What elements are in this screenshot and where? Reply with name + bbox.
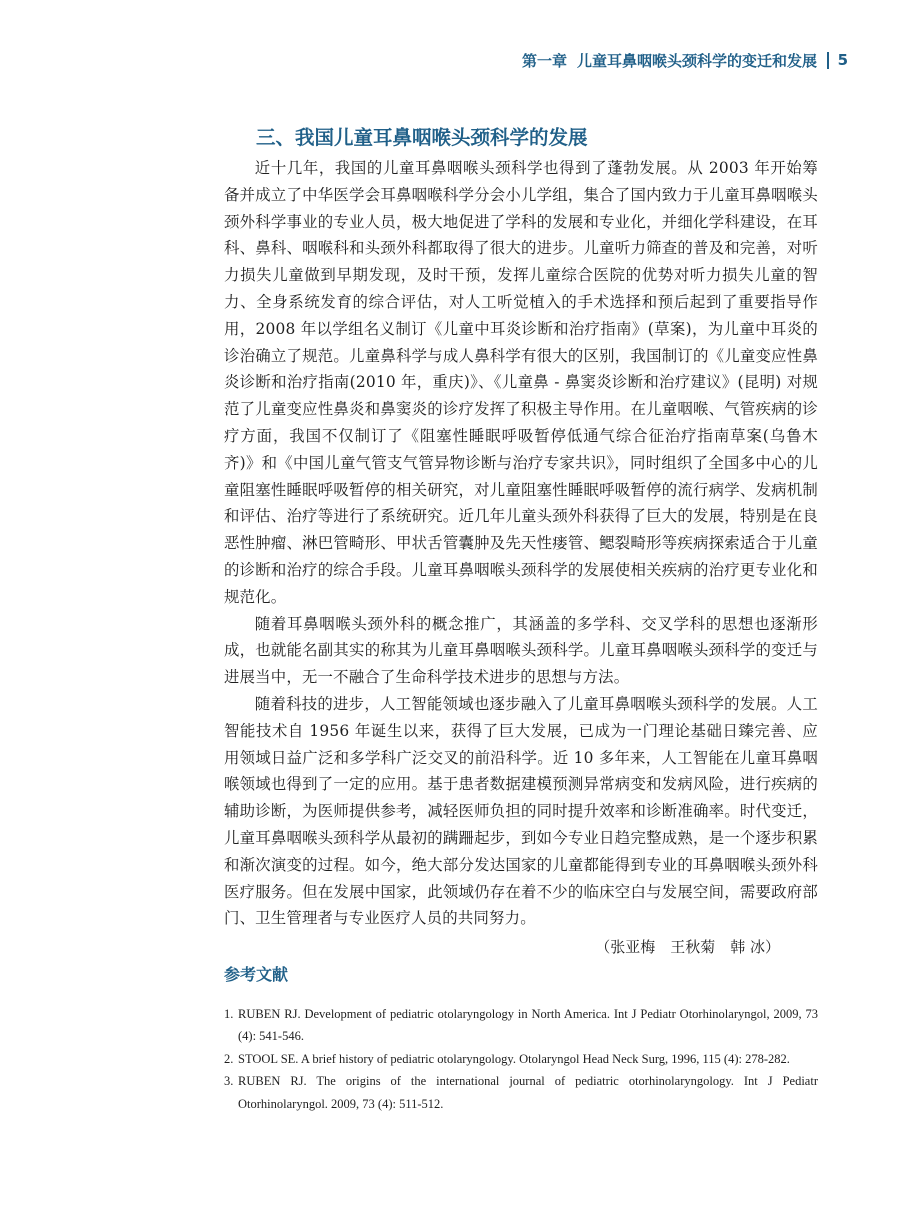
reference-item	[224, 1003, 818, 1048]
section-title: 三、我国儿童耳鼻咽喉头颈科学的发展	[256, 126, 588, 149]
paragraph-3: 随着科技的进步，人工智能领域也逐步融入了儿童耳鼻咽喉头颈科学的发展。人工智能技术自 1956 年诞生以来，获得了巨大发展，已成为一门理论基础日臻完善、应用领域日益广泛和多学科广泛交叉的前沿科学。近 10 多年来，人工智能在儿童耳鼻咽喉领域也得到了一定的应用。基于患者数据建模预测异常病变和发病风险，进行疾病的辅助诊断，为医师提供参考，减轻医师负担的同时提升效率和诊断准确率。时代变迁，儿童耳鼻咽喉头颈科学从最初的蹒跚起步，到如今专业日趋完整成熟，是一个逐步积累和渐次演变的过程。如今，绝大部分发达国家的儿童都能得到专业的耳鼻咽喉头颈外科医疗服务。但在发展中国家，此领域仍存在着不少的临床空白与发展空间，需要政府部门、卫生管理者与专业医疗人员的共同努力。	[224, 694, 818, 928]
references-list	[224, 1003, 818, 1115]
reference-text: RUBEN RJ. Development of pediatric otolaryngology in North America. Int J Pediatr Otorhinolaryngol, 2009, 73 (4): 541-546.	[238, 1007, 818, 1044]
reference-number: 1.	[224, 1007, 234, 1021]
running-header	[522, 49, 848, 71]
reference-item	[224, 1048, 818, 1070]
paragraph-1: 近十几年，我国的儿童耳鼻咽喉头颈科学也得到了蓬勃发展。从 2003 年开始筹备并成立了中华医学会耳鼻咽喉科学分会小儿学组，集合了国内致力于儿童耳鼻咽喉头颈外科学事业的专业人员，极大地促进了学科的发展和专业化，并细化学科建设，在耳科、鼻科、咽喉科和头颈外科都取得了很大的进步。儿童听力筛查的普及和完善，对听力损失儿童做到早期发现，及时干预，发挥儿童综合医院的优势对听力损失儿童的智力、全身系统发育的综合评估，对人工听觉植入的手术选择和预后起到了重要指导作用，2008 年以学组名义制订《儿童中耳炎诊断和治疗指南》(草案)，为儿童中耳炎的诊治确立了规范。儿童鼻科学与成人鼻科学有很大的区别，我国制订的《儿童变应性鼻炎诊断和治疗指南(2010 年，重庆)》、《儿童鼻 - 鼻窦炎诊断和治疗建议》(昆明) 对规范了儿童变应性鼻炎和鼻窦炎的诊疗发挥了积极主导作用。在儿童咽喉、气管疾病的诊疗方面，我国不仅制订了《阻塞性睡眠呼吸暂停低通气综合征治疗指南草案(乌鲁木齐)》和《中国儿童气管支气管异物诊断与治疗专家共识》，同时组织了全国多中心的儿童阻塞性睡眠呼吸暂停的相关研究，对儿童阻塞性睡眠呼吸暂停的流行病学、发病机制和评估、治疗等进行了系统研究。近几年儿童头颈外科获得了巨大的发展，特别是在良恶性肿瘤、淋巴管畸形、甲状舌管囊肿及先天性瘘管、鳃裂畸形等疾病探索适合于儿童的诊断和治疗的综合手段。儿童耳鼻咽喉头颈科学的发展使相关疾病的治疗更专业化和规范化。	[224, 159, 818, 606]
header-divider	[827, 52, 829, 69]
paragraph-2: 随着耳鼻咽喉头颈外科的概念推广，其涵盖的多学科、交叉学科的思想也逐渐形成，也就能名副其实的称其为儿童耳鼻咽喉头颈科学。儿童耳鼻咽喉头颈科学的变迁与进展当中，无一不融合了生命科学技术进步的思想与方法。	[224, 614, 818, 687]
references-title: 参考文献	[224, 965, 289, 984]
reference-number: 3.	[224, 1074, 234, 1089]
reference-text: STOOL SE. A brief history of pediatric otolaryngology. Otolaryngol Head Neck Surg, 1996, 115 (4): 278-282.	[238, 1051, 790, 1066]
chapter-title: 儿童耳鼻咽喉头颈科学的变迁和发展	[577, 51, 818, 70]
chapter-number: 第一章	[522, 51, 568, 70]
reference-item	[224, 1070, 818, 1115]
page-number: 5	[837, 51, 848, 69]
reference-number: 2.	[224, 1051, 234, 1066]
reference-text: RUBEN RJ. The origins of the international journal of pediatric otorhinolaryngology. Int J Pediatr Otorhinolaryngol. 2009, 73 (4): 511-512.	[238, 1074, 818, 1111]
body-text	[224, 155, 818, 960]
authors: （张亚梅 王秋菊 韩 冰）	[595, 938, 780, 957]
